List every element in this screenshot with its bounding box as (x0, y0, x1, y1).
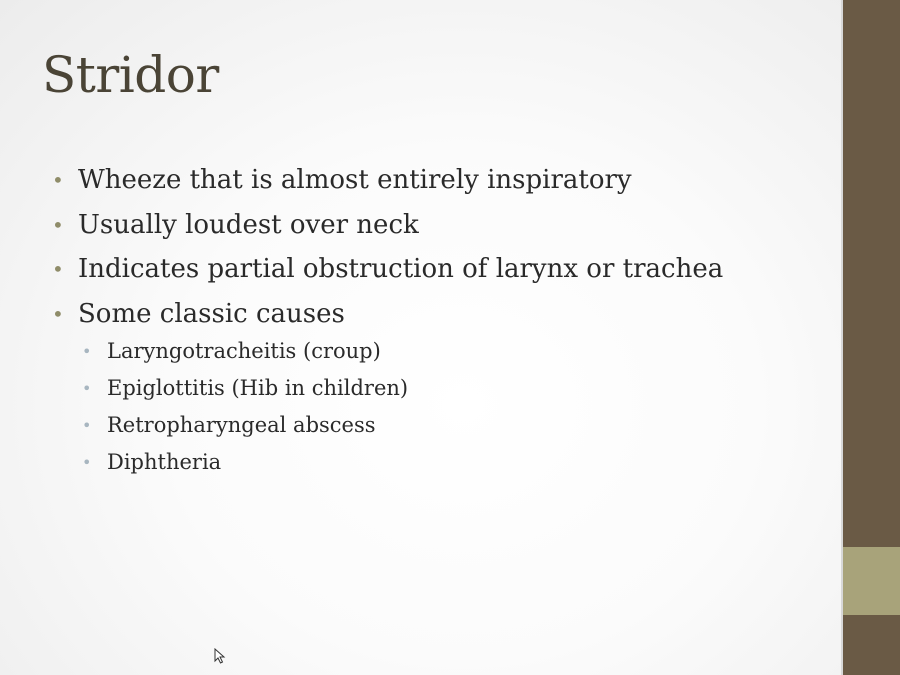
bullet-dot-icon: • (52, 168, 64, 192)
list-item (82, 333, 782, 370)
list-item (52, 247, 832, 292)
sub-bullet-dot-icon: • (82, 416, 92, 435)
bullet-text: Some classic causes (78, 298, 345, 329)
list-item (82, 370, 782, 407)
sub-bullet-text: Laryngotracheitis (croup) (107, 339, 381, 363)
list-item (82, 407, 782, 444)
list-item (52, 292, 832, 337)
bullet-text: Indicates partial obstruction of larynx or trachea (78, 254, 724, 284)
mouse-pointer-icon (214, 648, 226, 664)
sub-bullet-text: Epiglottitis (Hib in children) (107, 376, 409, 400)
sub-bullet-text: Retropharyngeal abscess (107, 413, 376, 437)
bullet-text: Wheeze that is almost entirely inspiratory (78, 165, 632, 195)
sub-bullet-dot-icon: • (82, 342, 92, 361)
bullet-list (52, 158, 832, 336)
sub-bullet-dot-icon: • (82, 453, 92, 472)
sub-bullet-list (82, 333, 782, 481)
bullet-dot-icon: • (52, 257, 64, 281)
sidebar-accent-block (843, 547, 900, 615)
list-item (52, 203, 832, 248)
slide-title: Stridor (42, 46, 219, 104)
sub-bullet-dot-icon: • (82, 379, 92, 398)
sub-bullet-text: Diphtheria (107, 450, 222, 474)
list-item (52, 158, 832, 203)
bullet-text: Usually loudest over neck (78, 209, 419, 240)
list-item (82, 444, 782, 481)
bullet-dot-icon: • (52, 212, 64, 237)
bullet-dot-icon: • (52, 301, 64, 326)
